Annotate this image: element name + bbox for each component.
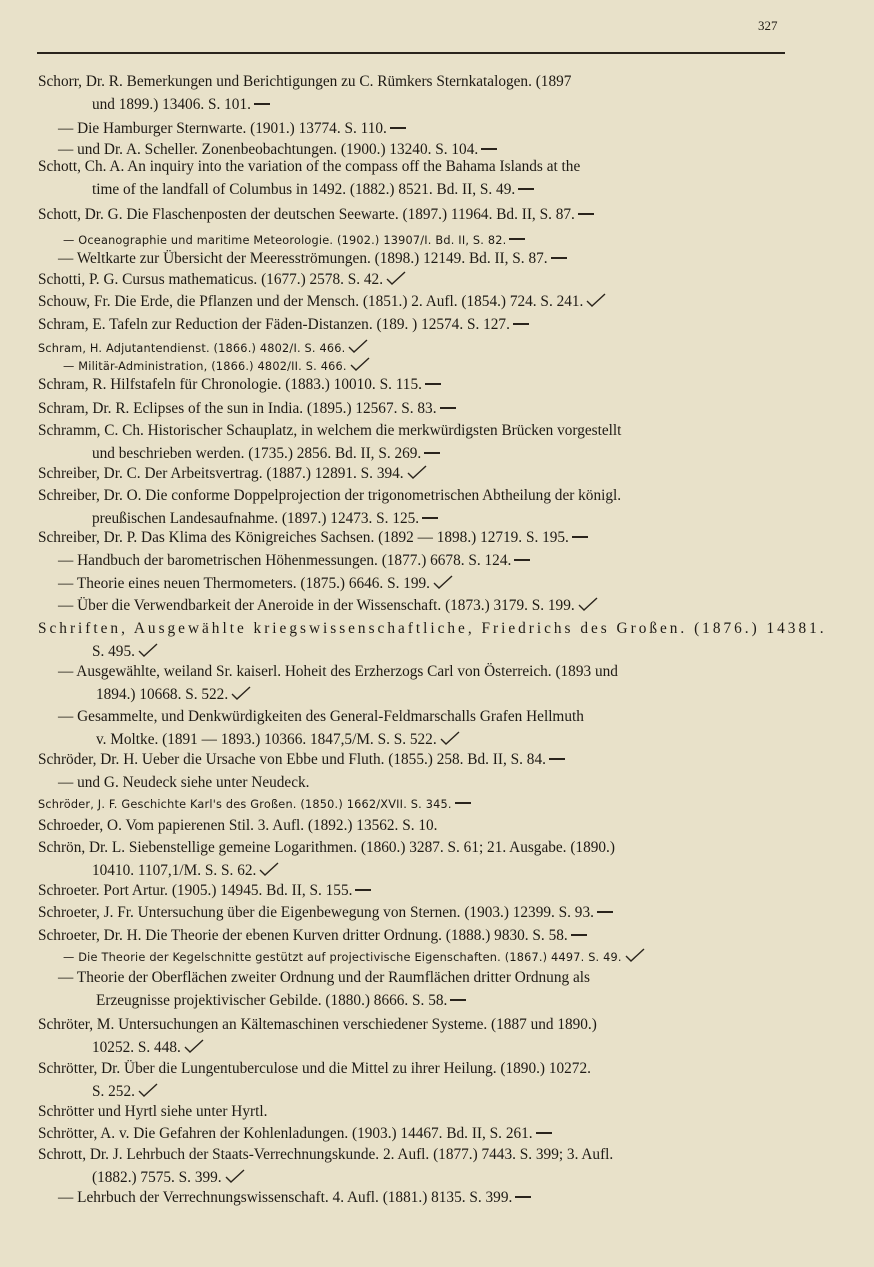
checkmark-icon <box>225 1169 245 1183</box>
entry-line: 10252. S. 448. <box>92 1039 181 1056</box>
entry-line: Schreiber, Dr. O. Die conforme Doppelprojection der trigonometrischen Abtheilung der königl. <box>38 487 622 504</box>
entry-line: Schröder, J. F. Geschichte Karl's des Großen. (1850.) 1662/XVII. S. 345. <box>38 798 452 811</box>
entry-continuation <box>92 178 790 201</box>
pencil-dash-mark <box>578 213 594 215</box>
checkmark-icon <box>259 862 279 876</box>
entry-line: Schorr, Dr. R. Bemerkungen und Berichtigungen zu C. Rümkers Sternkatalogen. (1897 <box>38 73 572 90</box>
index-entry <box>38 1057 790 1103</box>
entry-line: — Die Hamburger Sternwarte. (1901.) 13774. S. 110. <box>58 120 387 137</box>
entry-continuation <box>96 989 790 1012</box>
page-number: 327 <box>758 18 778 33</box>
header-rule <box>37 52 785 55</box>
index-entry <box>38 268 790 291</box>
index-entry <box>58 1186 790 1209</box>
index-entry <box>38 397 790 420</box>
entry-line: — Über die Verwendbarkeit der Aneroide in der Wissenschaft. (1873.) 3179. S. 199. <box>58 597 575 614</box>
entry-continuation <box>96 683 790 706</box>
entry-line: Schott, Dr. G. Die Flaschenposten der deutschen Seewarte. (1897.) 11964. Bd. II, S. 87. <box>38 206 575 223</box>
index-entry <box>38 484 790 530</box>
entry-line: — Ausgewählte, weiland Sr. kaiserl. Hoheit des Erzherzogs Carl von Österreich. (1893 und <box>58 663 618 680</box>
entry-line: preußischen Landesaufnahme. (1897.) 12473. S. 125. <box>92 510 420 527</box>
index-entry <box>38 313 790 336</box>
index-entry <box>38 203 790 226</box>
pencil-dash-mark <box>422 517 438 519</box>
entry-line: Schroeter, Dr. H. Die Theorie der ebenen Kurven dritter Ordnung. (1888.) 9830. S. 58. <box>38 927 568 944</box>
index-entry <box>38 462 790 485</box>
entry-continuation <box>92 93 790 116</box>
pencil-dash-mark <box>424 452 440 454</box>
index-entry <box>58 572 790 595</box>
entry-line: — Oceanographie und maritime Meteorologie. (1902.) 13907/I. Bd. II, S. 82. <box>63 234 507 247</box>
entry-line: Schramm, C. Ch. Historischer Schauplatz, in welchem die merkwürdigsten Brücken vorgestellt <box>38 422 622 439</box>
checkmark-icon <box>350 357 370 371</box>
pencil-dash-mark <box>254 103 270 105</box>
index-entry <box>38 1122 790 1145</box>
entry-line: und 1899.) 13406. S. 101. <box>92 96 251 113</box>
pencil-dash-mark <box>509 238 525 240</box>
checkmark-icon <box>625 948 645 962</box>
checkmark-icon <box>433 575 453 589</box>
entry-line: — Militär-Administration, (1866.) 4802/II. S. 466. <box>63 360 347 373</box>
index-entry <box>38 1013 790 1059</box>
entry-line: 10410. 1107,1/M. S. S. 62. <box>92 862 257 879</box>
entry-line: Schrötter und Hyrtl siehe unter Hyrtl. <box>38 1103 268 1120</box>
pencil-dash-mark <box>536 1132 552 1134</box>
entry-line: Schroeder, O. Vom papierenen Stil. 3. Aufl. (1892.) 13562. S. 10. <box>38 817 438 834</box>
pencil-dash-mark <box>440 407 456 409</box>
entry-line: — Handbuch der barometrischen Höhenmessungen. (1877.) 6678. S. 124. <box>58 552 512 569</box>
index-entry <box>38 748 790 771</box>
pencil-dash-mark <box>551 257 567 259</box>
index-entry <box>38 1100 790 1123</box>
entry-line: S. 495. <box>92 643 135 660</box>
checkmark-icon <box>138 643 158 657</box>
pencil-dash-mark <box>518 188 534 190</box>
pencil-dash-mark <box>481 148 497 150</box>
index-entry <box>58 966 790 1012</box>
index-entry <box>58 660 790 706</box>
entry-line: Schram, E. Tafeln zur Reduction der Fäden-Distanzen. (189. ) 12574. S. 127. <box>38 316 510 333</box>
entry-continuation <box>92 1036 790 1059</box>
entry-line: Schröder, Dr. H. Ueber die Ursache von Ebbe und Fluth. (1855.) 258. Bd. II, S. 84. <box>38 751 546 768</box>
pencil-dash-mark <box>355 889 371 891</box>
entry-line: — Weltkarte zur Übersicht der Meeresströmungen. (1898.) 12149. Bd. II, S. 87. <box>58 250 548 267</box>
entry-line: v. Moltke. (1891 — 1893.) 10366. 1847,5/M. S. S. 522. <box>96 731 437 748</box>
entry-line: S. 252. <box>92 1083 135 1100</box>
entry-line: Schriften, Ausgewählte kriegswissenschaftliche, Friedrichs des Großen. (1876.) 14381. <box>38 620 827 637</box>
entry-line: — Die Theorie der Kegelschnitte gestützt auf projectivische Eigenschaften. (1867.) 4497. S. 49. <box>63 951 622 964</box>
index-entry <box>38 1143 790 1189</box>
entry-line: — Theorie eines neuen Thermometers. (1875.) 6646. S. 199. <box>58 575 431 592</box>
checkmark-icon <box>138 1083 158 1097</box>
pencil-dash-mark <box>571 934 587 936</box>
pencil-dash-mark <box>425 383 441 385</box>
entry-line: Schrötter, A. v. Die Gefahren der Kohlenladungen. (1903.) 14467. Bd. II, S. 261. <box>38 1125 533 1142</box>
pencil-dash-mark <box>597 911 613 913</box>
pencil-dash-mark <box>514 559 530 561</box>
entry-line: — Theorie der Oberflächen zweiter Ordnung und der Raumflächen dritter Ordnung als <box>58 969 590 986</box>
pencil-dash-mark <box>515 1196 531 1198</box>
entry-line: — und Dr. A. Scheller. Zonenbeobachtungen. (1900.) 13240. S. 104. <box>58 141 479 158</box>
pencil-dash-mark <box>572 536 588 538</box>
entry-line: 1894.) 10668. S. 522. <box>96 686 229 703</box>
index-entry <box>58 594 790 617</box>
pencil-dash-mark <box>513 323 529 325</box>
checkmark-icon <box>586 293 606 307</box>
entry-line: — Lehrbuch der Verrechnungswissenschaft. 4. Aufl. (1881.) 8135. S. 399. <box>58 1189 513 1206</box>
index-entry <box>38 924 790 947</box>
index-entry <box>38 901 790 924</box>
checkmark-icon <box>231 686 251 700</box>
pencil-dash-mark <box>455 802 471 804</box>
entry-line: Schram, H. Adjutantendienst. (1866.) 4802/I. S. 466. <box>38 342 346 355</box>
index-entry <box>38 70 790 116</box>
entry-line: — Gesammelte, und Denkwürdigkeiten des General-Feldmarschalls Grafen Hellmuth <box>58 708 584 725</box>
entry-line: — und G. Neudeck siehe unter Neudeck. <box>58 774 310 791</box>
checkmark-icon <box>440 731 460 745</box>
entry-line: Schreiber, Dr. C. Der Arbeitsvertrag. (1887.) 12891. S. 394. <box>38 465 404 482</box>
entry-line: time of the landfall of Columbus in 1492. (1882.) 8521. Bd. II, S. 49. <box>92 181 516 198</box>
entry-line: Schroeter, J. Fr. Untersuchung über die Eigenbewegung von Sternen. (1903.) 12399. S. 93. <box>38 904 594 921</box>
pencil-dash-mark <box>549 758 565 760</box>
entry-line: (1882.) 7575. S. 399. <box>92 1169 222 1186</box>
checkmark-icon <box>386 271 406 285</box>
index-entry <box>58 247 790 270</box>
index-entry <box>38 793 790 816</box>
entry-line: Schotti, P. G. Cursus mathematicus. (1677.) 2578. S. 42. <box>38 271 384 288</box>
checkmark-icon <box>578 597 598 611</box>
index-entry <box>58 117 790 140</box>
pencil-dash-mark <box>390 127 406 129</box>
index-entry <box>38 419 790 465</box>
entry-line: Schrott, Dr. J. Lehrbuch der Staats-Verrechnungskunde. 2. Aufl. (1877.) 7443. S. 399; 3. Aufl. <box>38 1146 614 1163</box>
index-entry <box>38 373 790 396</box>
index-entry <box>58 771 790 794</box>
entry-line: Schröter, M. Untersuchungen an Kältemaschinen verschiedener Systeme. (1887 und 1890.) <box>38 1016 597 1033</box>
entry-line: und beschrieben werden. (1735.) 2856. Bd. II, S. 269. <box>92 445 422 462</box>
index-entry <box>38 814 790 837</box>
entry-line: Schrön, Dr. L. Siebenstellige gemeine Logarithmen. (1860.) 3287. S. 61; 21. Ausgabe. (1890.) <box>38 839 615 856</box>
index-entry <box>38 290 790 313</box>
entry-line: Erzeugnisse projektivischer Gebilde. (1880.) 8666. S. 58. <box>96 992 448 1009</box>
entry-line: Schroeter. Port Artur. (1905.) 14945. Bd. II, S. 155. <box>38 882 353 899</box>
checkmark-icon <box>184 1039 204 1053</box>
index-entry <box>58 705 790 751</box>
index-entry <box>38 526 790 549</box>
index-entry <box>38 617 827 663</box>
checkmark-icon <box>348 339 368 353</box>
checkmark-icon <box>407 465 427 479</box>
index-entry <box>58 549 790 572</box>
entry-line: Schram, R. Hilfstafeln für Chronologie. (1883.) 10010. S. 115. <box>38 376 422 393</box>
entry-line: Schreiber, Dr. P. Das Klima des Königreiches Sachsen. (1892 — 1898.) 12719. S. 195. <box>38 529 569 546</box>
index-entry <box>38 836 790 882</box>
index-entry <box>38 879 790 902</box>
entry-line: Schram, Dr. R. Eclipses of the sun in India. (1895.) 12567. S. 83. <box>38 400 437 417</box>
index-entry <box>38 155 790 201</box>
entry-line: Schrötter, Dr. Über die Lungentuberculose und die Mittel zu ihrer Heilung. (1890.) 10272. <box>38 1060 591 1077</box>
pencil-dash-mark <box>450 999 466 1001</box>
entry-line: Schouw, Fr. Die Erde, die Pflanzen und der Mensch. (1851.) 2. Aufl. (1854.) 724. S. 241. <box>38 293 584 310</box>
entry-line: Schott, Ch. A. An inquiry into the variation of the compass off the Bahama Islands at the <box>38 158 581 175</box>
